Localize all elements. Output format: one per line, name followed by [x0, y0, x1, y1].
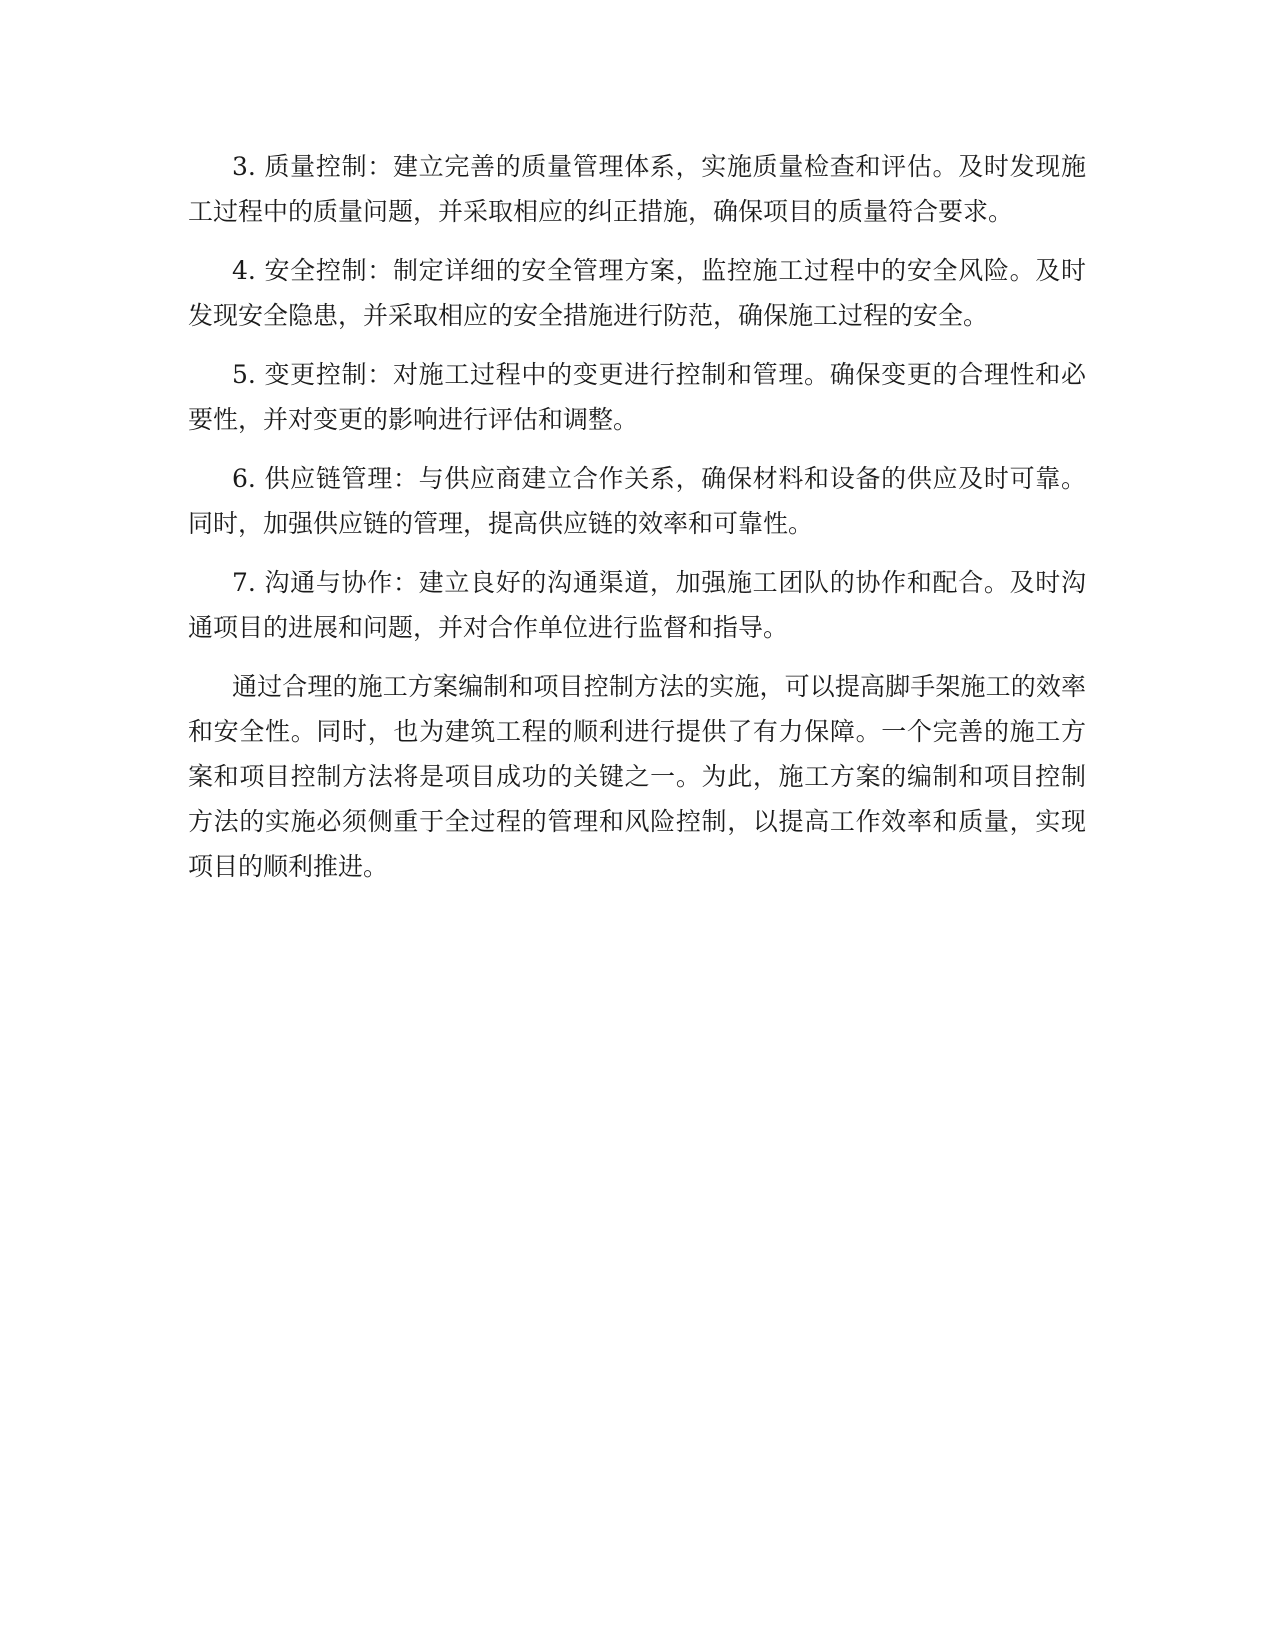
paragraph-supply-chain: 6. 供应链管理：与供应商建立合作关系，确保材料和设备的供应及时可靠。同时，加强供应链的管理，提高供应链的效率和可靠性。 [188, 464, 1086, 538]
paragraph-conclusion: 通过合理的施工方案编制和项目控制方法的实施，可以提高脚手架施工的效率和安全性。同时，也为建筑工程的顺利进行提供了有力保障。一个完善的施工方案和项目控制方法将是项目成功的关键之一。为此，施工方案的编制和项目控制方法的实施必须侧重于全过程的管理和风险控制，以提高工作效率和质量，实现项目的顺利推进。 [188, 672, 1086, 881]
paragraph-change-control: 5. 变更控制：对施工过程中的变更进行控制和管理。确保变更的合理性和必要性，并对变更的影响进行评估和调整。 [188, 360, 1086, 434]
paragraph-communication: 7. 沟通与协作：建立良好的沟通渠道，加强施工团队的协作和配合。及时沟通项目的进展和问题，并对合作单位进行监督和指导。 [188, 568, 1086, 642]
paragraph-safety-control: 4. 安全控制：制定详细的安全管理方案，监控施工过程中的安全风险。及时发现安全隐患，并采取相应的安全措施进行防范，确保施工过程的安全。 [188, 256, 1086, 330]
document-body [188, 144, 1086, 903]
paragraph-quality-control: 3. 质量控制：建立完善的质量管理体系，实施质量检查和评估。及时发现施工过程中的质量问题，并采取相应的纠正措施，确保项目的质量符合要求。 [188, 152, 1086, 226]
